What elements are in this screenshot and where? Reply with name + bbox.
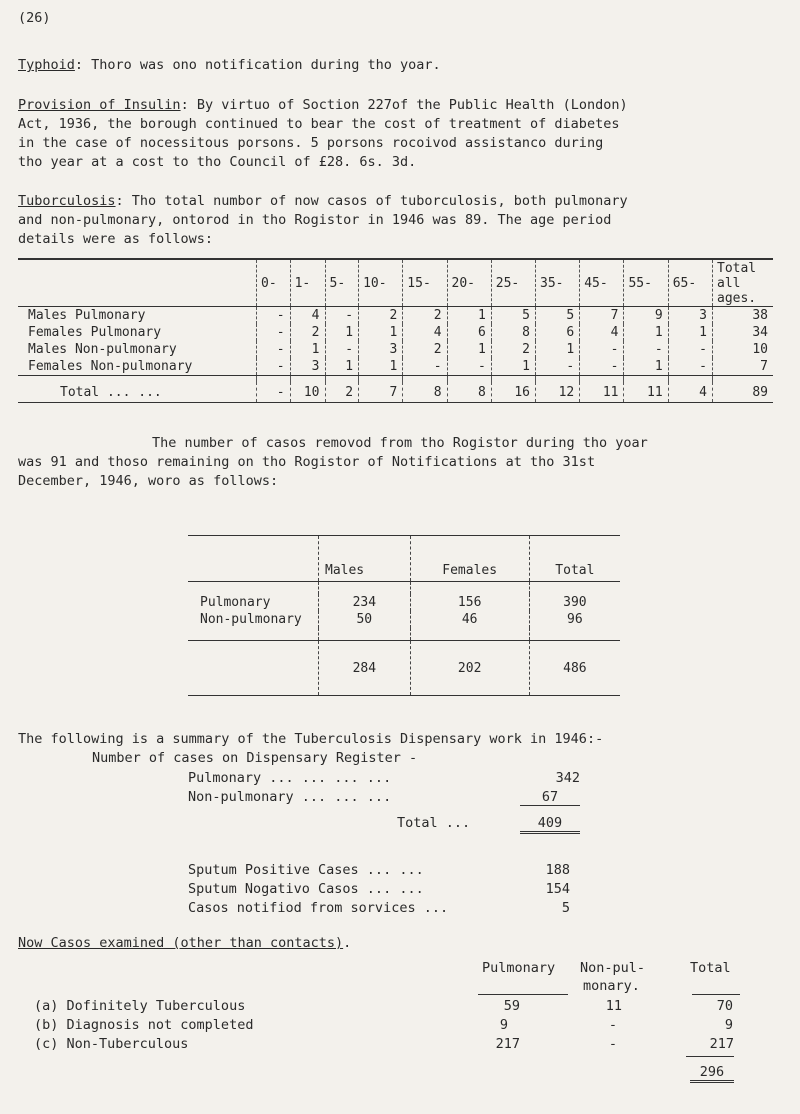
new-cases-grand-total: 296 bbox=[690, 1064, 734, 1083]
age-total-cell: 16 bbox=[491, 382, 535, 403]
age-cell: 3 bbox=[290, 358, 325, 376]
new-case-total: 217 bbox=[686, 1036, 734, 1057]
age-col-header-total: Total all ages. bbox=[713, 259, 774, 307]
new-case-pulmonary: 217 bbox=[495, 1036, 520, 1052]
age-table-total-row bbox=[18, 382, 773, 403]
tb-line-3: details were as follows: bbox=[18, 231, 214, 247]
age-col-header: 55- bbox=[624, 259, 668, 307]
age-cell: 38 bbox=[713, 307, 774, 325]
age-cell: 3 bbox=[668, 307, 712, 325]
sputum-label: Sputum Positive Cases ... ... bbox=[188, 862, 424, 878]
new-case-nonpulmonary: - bbox=[608, 1036, 617, 1052]
age-row-label: Males Non-pulmonary bbox=[28, 342, 177, 357]
age-cell: 6 bbox=[536, 324, 580, 341]
dispensary-intro: The following is a summary of the Tuberculosis Dispensary work in 1946:- bbox=[18, 731, 604, 747]
age-table-row bbox=[18, 324, 773, 341]
insulin-text: : By virtuo of Soction 227of the Public Health (London) bbox=[180, 97, 628, 113]
new-case-pulmonary: 9 bbox=[499, 1017, 508, 1033]
register-cell: 390 bbox=[529, 594, 620, 611]
age-cell: 1 bbox=[325, 358, 359, 376]
new-case-label: (b) Diagnosis not completed bbox=[34, 1017, 254, 1033]
age-col-header: 10- bbox=[359, 259, 403, 307]
age-table-header bbox=[18, 259, 773, 307]
age-total-cell: 8 bbox=[447, 382, 491, 403]
dispensary-value: 67 bbox=[520, 789, 580, 806]
register-total-cell: 202 bbox=[410, 641, 529, 696]
age-cell: 3 bbox=[359, 341, 403, 358]
age-cell: 1 bbox=[325, 324, 359, 341]
register-total-cell: 486 bbox=[529, 641, 620, 696]
age-total-cell: 7 bbox=[359, 382, 403, 403]
age-cell: 1 bbox=[359, 358, 403, 376]
age-total-cell: 11 bbox=[580, 382, 624, 403]
new-cases-heading-suffix: . bbox=[343, 935, 352, 951]
new-cases-col-nonpul-2: monary. bbox=[583, 978, 640, 994]
sputum-value: 188 bbox=[545, 862, 570, 878]
register-header bbox=[188, 536, 620, 582]
age-col-header: 35- bbox=[536, 259, 580, 307]
register-cell: 96 bbox=[529, 611, 620, 628]
new-case-label: (a) Dofinitely Tuberculous bbox=[34, 998, 246, 1014]
age-row-label: Females Pulmonary bbox=[28, 325, 162, 340]
new-cases-col-nonpul-1: Non-pul- bbox=[580, 960, 646, 976]
age-cell: 1 bbox=[447, 307, 491, 325]
age-total-cell: 89 bbox=[713, 382, 774, 403]
age-cell: 1 bbox=[447, 341, 491, 358]
register-row-label: Pulmonary bbox=[200, 595, 271, 610]
new-case-total: 70 bbox=[716, 998, 733, 1014]
age-table-corner bbox=[18, 259, 257, 307]
age-cell: 8 bbox=[491, 324, 535, 341]
age-cell: - bbox=[403, 358, 447, 376]
register-row-label: Non-pulmonary bbox=[200, 612, 302, 627]
age-cell: 4 bbox=[580, 324, 624, 341]
age-total-cell: 8 bbox=[403, 382, 447, 403]
register-cell: 46 bbox=[410, 611, 529, 628]
age-period-table bbox=[18, 258, 773, 403]
sputum-value: 154 bbox=[545, 881, 570, 897]
age-total-cell: - bbox=[257, 382, 291, 403]
register-table bbox=[188, 535, 620, 696]
age-col-header: 45- bbox=[580, 259, 624, 307]
age-cell: 1 bbox=[290, 341, 325, 358]
insulin-line-2: Act, 1936, the borough continued to bear the cost of treatment of diabetes bbox=[18, 116, 620, 132]
age-col-header: 25- bbox=[491, 259, 535, 307]
age-cell: 9 bbox=[624, 307, 668, 325]
sputum-label: Casos notifiod from sorvices ... bbox=[188, 900, 449, 916]
removed-line-2: was 91 and thoso remaining on tho Rogistor of Notifications at tho 31st bbox=[18, 454, 596, 470]
age-cell: - bbox=[536, 358, 580, 376]
tb-line-2: and non-pulmonary, ontorod in tho Rogistor in 1946 was 89. The age period bbox=[18, 212, 612, 228]
typhoid-heading: Typhoid bbox=[18, 57, 75, 73]
age-cell: 4 bbox=[290, 307, 325, 325]
insulin-heading: Provision of Insulin bbox=[18, 97, 181, 113]
register-corner bbox=[188, 536, 319, 582]
age-cell: 5 bbox=[536, 307, 580, 325]
age-table-row bbox=[18, 358, 773, 376]
age-cell: 2 bbox=[290, 324, 325, 341]
age-cell: 1 bbox=[624, 324, 668, 341]
age-cell: 6 bbox=[447, 324, 491, 341]
age-cell: 2 bbox=[491, 341, 535, 358]
age-cell: - bbox=[668, 358, 712, 376]
new-case-nonpulmonary: - bbox=[608, 1017, 617, 1033]
age-row-label: Males Pulmonary bbox=[28, 308, 146, 323]
age-cell: 10 bbox=[713, 341, 774, 358]
age-col-header: 15- bbox=[403, 259, 447, 307]
dispensary-subheading: Number of cases on Dispensary Register - bbox=[92, 750, 418, 766]
age-cell: - bbox=[447, 358, 491, 376]
age-cell: - bbox=[580, 358, 624, 376]
age-total-label: Total ... ... bbox=[18, 382, 257, 403]
dispensary-label: Pulmonary ... ... ... ... bbox=[188, 770, 392, 786]
age-cell: - bbox=[257, 324, 291, 341]
new-case-label: (c) Non-Tuberculous bbox=[34, 1036, 189, 1052]
register-col-males: Males bbox=[319, 536, 411, 582]
age-cell: 1 bbox=[668, 324, 712, 341]
new-cases-heading: Now Casos examined (other than contacts) bbox=[18, 935, 344, 951]
age-cell: - bbox=[668, 341, 712, 358]
register-row bbox=[188, 611, 620, 628]
removed-line-1: The number of casos removod from tho Rogistor during tho yoar bbox=[152, 435, 648, 451]
new-cases-rule bbox=[478, 994, 568, 995]
typhoid-text: : Thoro was ono notification during tho yoar. bbox=[74, 57, 441, 73]
age-cell: - bbox=[257, 307, 291, 325]
dispensary-value: 342 bbox=[555, 770, 580, 786]
sputum-label: Sputum Nogativo Casos ... ... bbox=[188, 881, 424, 897]
age-cell: 1 bbox=[536, 341, 580, 358]
age-cell: 1 bbox=[491, 358, 535, 376]
age-cell: 4 bbox=[403, 324, 447, 341]
page-number: (26) bbox=[18, 10, 51, 26]
age-total-cell: 11 bbox=[624, 382, 668, 403]
age-cell: - bbox=[325, 307, 359, 325]
age-table-row bbox=[18, 341, 773, 358]
age-cell: 1 bbox=[624, 358, 668, 376]
age-cell: 2 bbox=[403, 307, 447, 325]
age-col-header: 5- bbox=[325, 259, 359, 307]
typhoid-paragraph bbox=[18, 55, 441, 75]
register-cell: 50 bbox=[319, 611, 411, 628]
age-cell: - bbox=[325, 341, 359, 358]
new-case-total: 9 bbox=[724, 1017, 733, 1033]
age-cell: 2 bbox=[403, 341, 447, 358]
removed-line-3: December, 1946, woro as follows: bbox=[18, 473, 279, 489]
age-total-cell: 4 bbox=[668, 382, 712, 403]
insulin-line-3: in the case of nocessitous porsons. 5 porsons rocoivod assistanco during bbox=[18, 135, 604, 151]
age-cell: - bbox=[257, 358, 291, 376]
age-total-cell: 2 bbox=[325, 382, 359, 403]
age-col-header: 0- bbox=[257, 259, 291, 307]
dispensary-label: Non-pulmonary ... ... ... bbox=[188, 789, 392, 805]
age-col-header: 20- bbox=[447, 259, 491, 307]
sputum-value: 5 bbox=[561, 900, 570, 916]
age-cell: 2 bbox=[359, 307, 403, 325]
new-case-pulmonary: 59 bbox=[503, 998, 520, 1014]
new-cases-col-total: Total bbox=[690, 960, 731, 976]
age-total-cell: 10 bbox=[290, 382, 325, 403]
age-cell: 5 bbox=[491, 307, 535, 325]
age-cell: 7 bbox=[713, 358, 774, 376]
age-cell: 1 bbox=[359, 324, 403, 341]
age-cell: 7 bbox=[580, 307, 624, 325]
register-cell: 234 bbox=[319, 594, 411, 611]
age-cell: 34 bbox=[713, 324, 774, 341]
dispensary-total-value: 409 bbox=[520, 815, 580, 834]
age-cell: - bbox=[257, 341, 291, 358]
tb-line-1 bbox=[18, 191, 628, 211]
register-total-cell: 284 bbox=[319, 641, 411, 696]
register-total-row bbox=[188, 641, 620, 696]
register-col-females: Females bbox=[410, 536, 529, 582]
age-cell: - bbox=[580, 341, 624, 358]
insulin-line-4: tho year at a cost to tho Council of £28. 6s. 3d. bbox=[18, 154, 417, 170]
dispensary-total-label: Total ... bbox=[397, 815, 471, 831]
register-cell: 156 bbox=[410, 594, 529, 611]
new-cases-heading-line bbox=[18, 933, 351, 953]
age-table-row bbox=[18, 307, 773, 325]
age-total-cell: 12 bbox=[536, 382, 580, 403]
new-cases-col-pulmonary: Pulmonary bbox=[482, 960, 556, 976]
new-case-nonpulmonary: 11 bbox=[605, 998, 622, 1014]
age-row-label: Females Non-pulmonary bbox=[18, 358, 257, 376]
tb-text: : Tho total numbor of now casos of tuborculosis, both pulmonary bbox=[115, 193, 628, 209]
age-col-header: 1- bbox=[290, 259, 325, 307]
register-col-total: Total bbox=[529, 536, 620, 582]
age-col-header: 65- bbox=[668, 259, 712, 307]
age-cell: - bbox=[624, 341, 668, 358]
register-row bbox=[188, 594, 620, 611]
new-cases-rule bbox=[692, 994, 740, 995]
insulin-line-1 bbox=[18, 95, 628, 115]
tb-heading: Tuborculosis bbox=[18, 193, 116, 209]
